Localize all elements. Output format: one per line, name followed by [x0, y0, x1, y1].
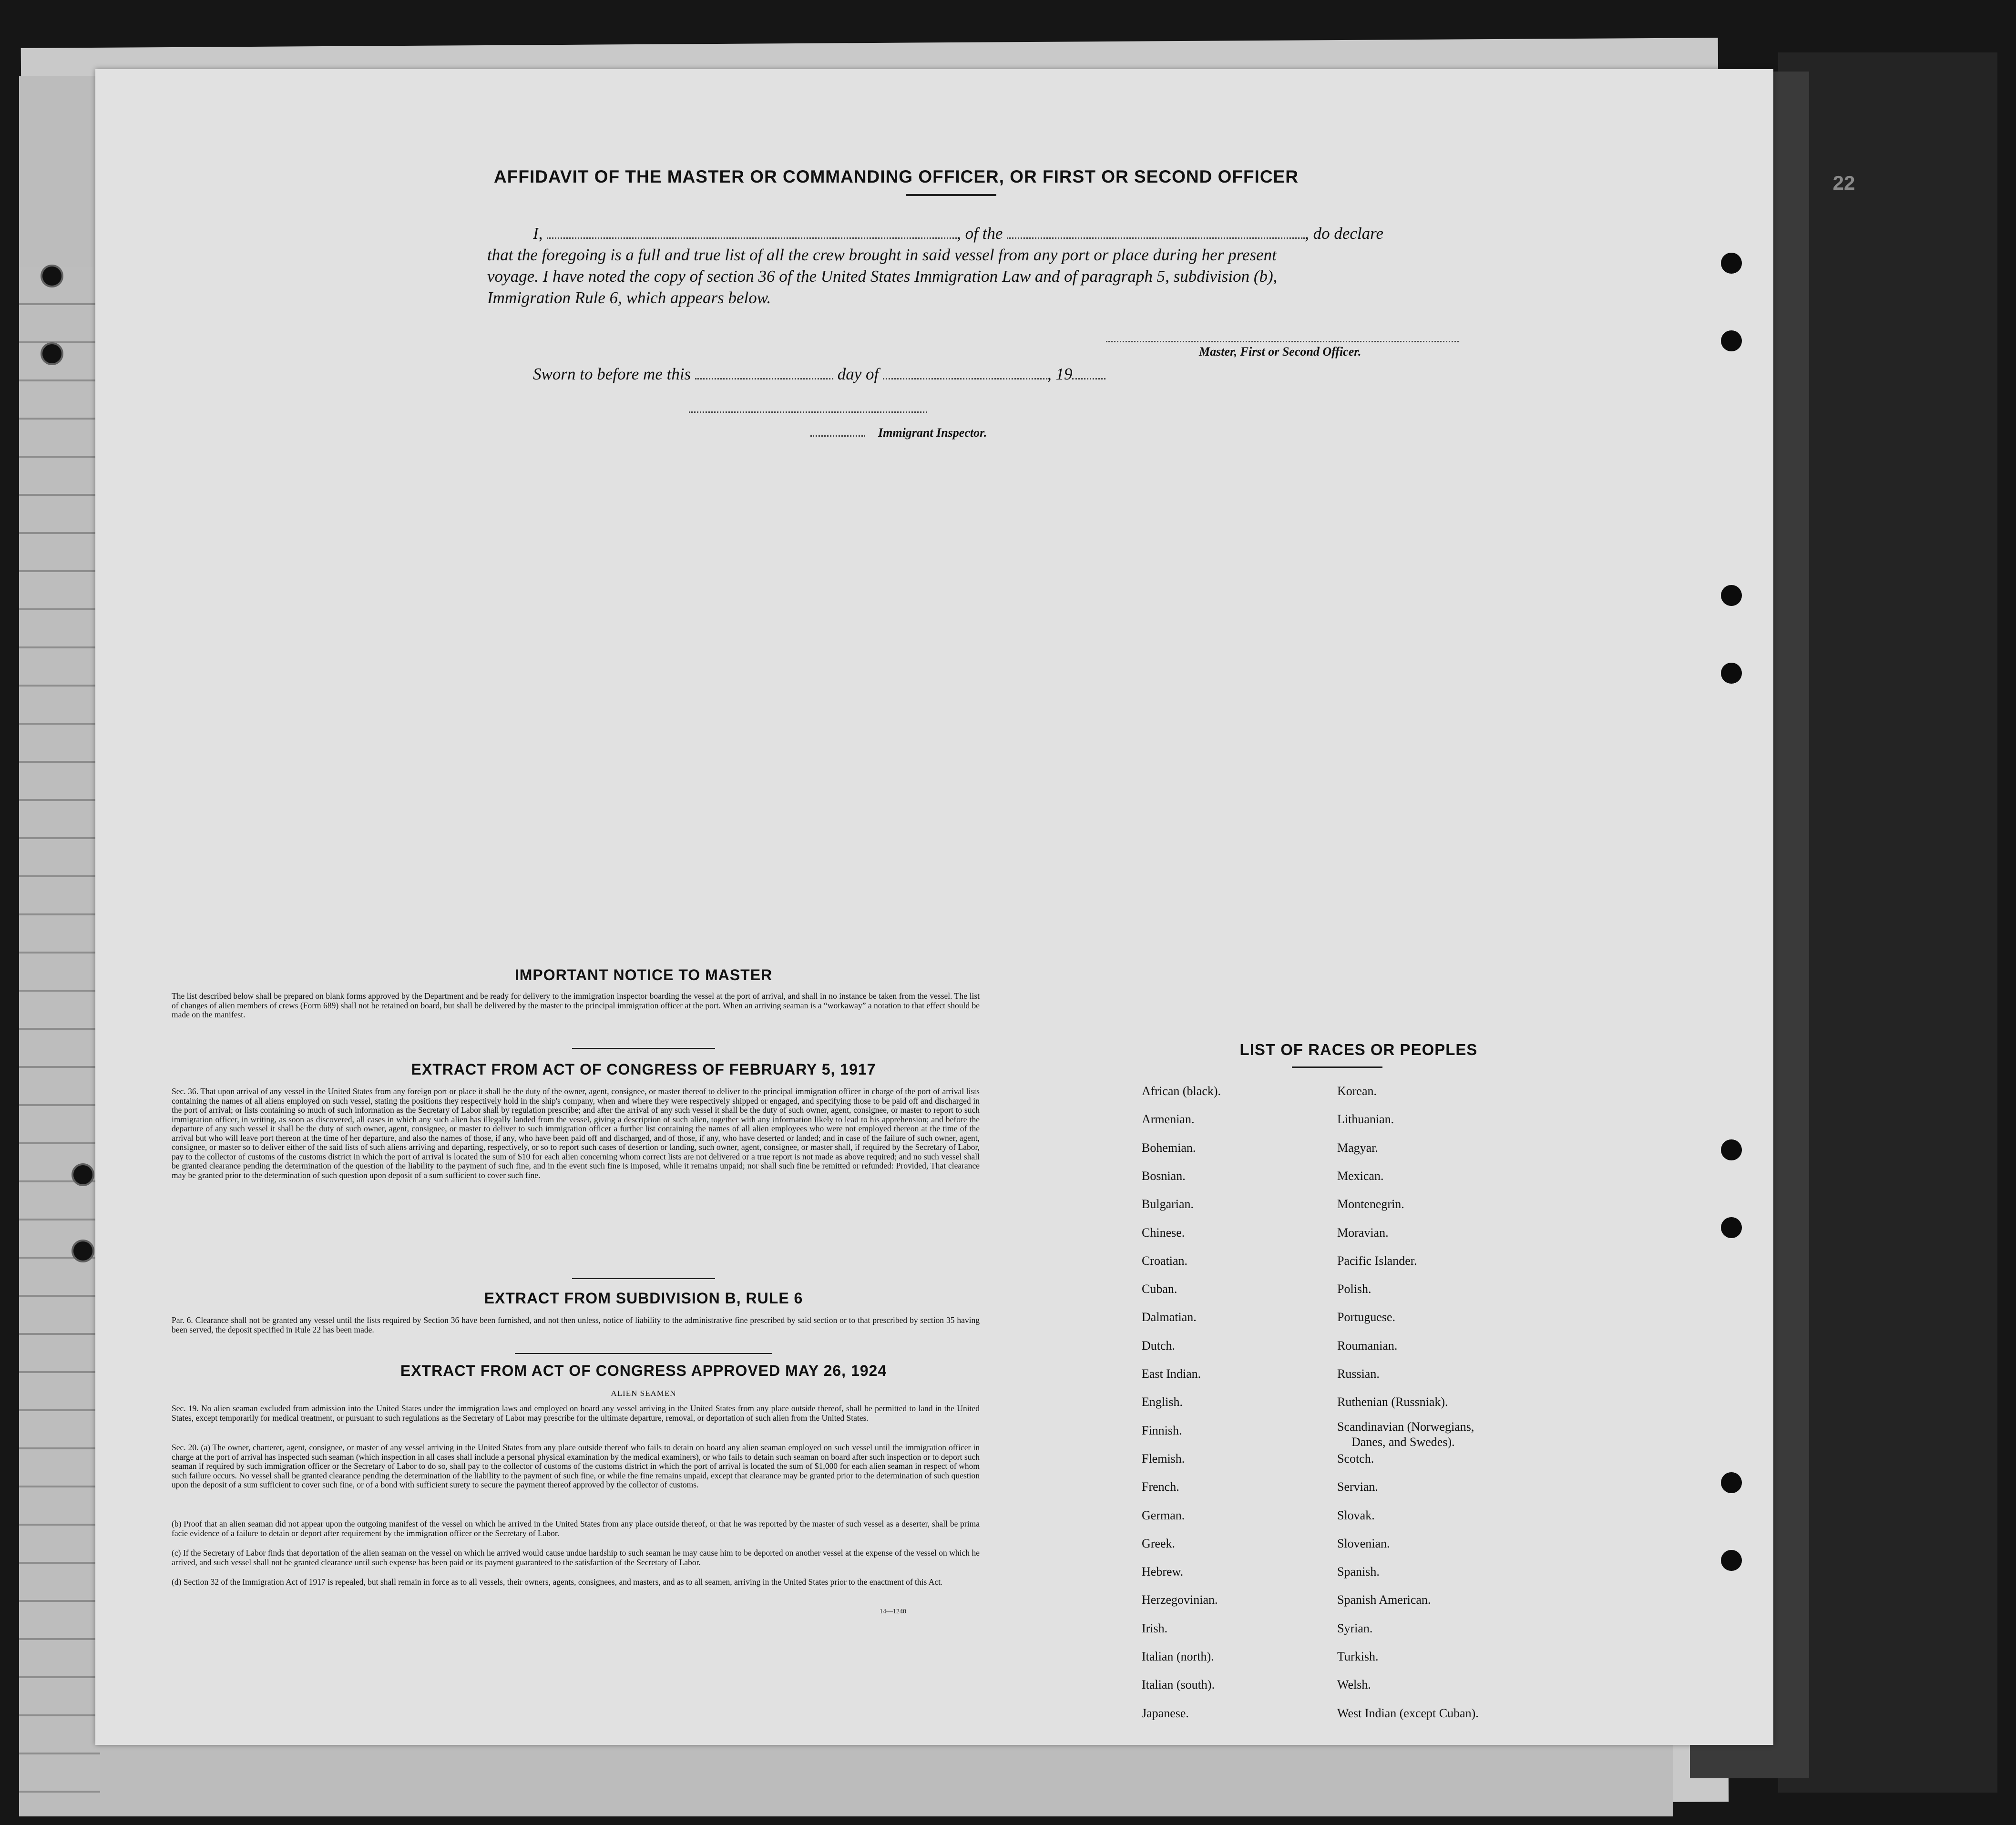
- race-item: Japanese.: [1142, 1706, 1189, 1720]
- race-item: Cuban.: [1142, 1282, 1177, 1296]
- race-item: Pacific Islander.: [1337, 1253, 1417, 1268]
- binder-hole: [41, 265, 63, 287]
- day-of-label: day of: [837, 365, 879, 383]
- extract-1924-title: EXTRACT FROM ACT OF CONGRESS APPROVED MAY 26, 1924: [400, 1362, 887, 1379]
- sec-20a-text: Sec. 20. (a) The owner, charterer, agent, consignee, or master of any vessel arriving in the United States from any place outside thereof who fails to detain on board any alien seaman employed on such vessel until the immigration officer in charge at the port of arrival has inspected such seaman (which inspection in all cases shall include a personal physical examination by the medical examiners), or who fails to detain such seaman on board after such inspection or to deport such seaman if required by such immigration officer or the Secretary of Labor to do so, shall pay to the collector of customs of the customs district in which the port of arrival is located the sum of $1,000 for each alien seaman in respect of whom such failure occurs. No vessel shall be granted clearance pending the determination of the liability to the payment of such fine, or while the fine remains unpaid, except that clearance may be granted prior to the determination of such question upon the deposit of a sum sufficient to cover such fine, or of a bond with sufficient surety to secure the payment thereof approved by the collector of customs.: [172, 1443, 980, 1489]
- extract-1917-title: EXTRACT FROM ACT OF CONGRESS OF FEBRUARY 5, 1917: [411, 1061, 876, 1078]
- race-item: Italian (north).: [1142, 1650, 1214, 1663]
- punch-hole: [1721, 1472, 1742, 1493]
- binder-hole: [41, 342, 63, 365]
- race-item: Armenian.: [1142, 1112, 1195, 1127]
- of-the-label: , of the: [957, 224, 1003, 243]
- sworn-year-blank: [1072, 366, 1105, 379]
- race-item: Bulgarian.: [1142, 1197, 1194, 1211]
- races-list-right: [1337, 1023, 1576, 1738]
- inspector-signature-line: [689, 411, 927, 413]
- race-item: French.: [1142, 1480, 1179, 1494]
- race-item: Lithuanian.: [1337, 1112, 1394, 1127]
- race-item: East Indian.: [1142, 1367, 1201, 1381]
- race-item: English.: [1142, 1395, 1183, 1409]
- extract-1917-divider: [572, 1278, 715, 1279]
- race-item: Croatian.: [1142, 1253, 1188, 1268]
- punch-hole: [1721, 330, 1742, 351]
- punch-hole: [1721, 585, 1742, 606]
- declaration-line-4: Immigration Rule 6, which appears below.: [487, 288, 771, 307]
- race-item: Moravian.: [1337, 1225, 1389, 1240]
- right-dark-strip: [1778, 52, 1997, 1793]
- race-item: Syrian.: [1337, 1621, 1373, 1635]
- race-item: West Indian (except Cuban).: [1337, 1706, 1479, 1720]
- race-item: Flemish.: [1142, 1451, 1185, 1466]
- alien-seamen-subtitle: ALIEN SEAMEN: [611, 1389, 676, 1398]
- affidavit-page: [95, 69, 1773, 1745]
- race-item: Spanish American.: [1337, 1593, 1431, 1607]
- sheet-page-number: 22: [1832, 172, 1855, 194]
- binder-hole: [72, 1240, 94, 1262]
- race-item: African (black).: [1142, 1084, 1221, 1098]
- binder-hole: [72, 1163, 94, 1186]
- declarant-prefix: I,: [533, 224, 543, 243]
- sworn-day-blank: [695, 366, 833, 379]
- notice-text: The list described below shall be prepared on blank forms approved by the Department and be ready for delivery to the immigration inspector boarding the vessel at the port of arrival, and shall in no instance be taken from the vessel. The list of changes of alien members of crews (Form 689) shall not be retained on board, but shall be delivered by the master to the principal immigration officer at the port. When an arriving seaman is a “workaway” a notation to that effect should be made on the manifest.: [172, 991, 980, 1019]
- affidavit-title: AFFIDAVIT OF THE MASTER OR COMMANDING OFFICER, OR FIRST OR SECOND OFFICER: [494, 167, 1299, 186]
- extract-1917-text: Sec. 36. That upon arrival of any vessel in the United States from any foreign port or place it shall be the duty of the owner, agent, consignee, or master thereof to deliver to the principal immigration officer in charge of the port of arrival lists containing the names of all aliens employed on such vessel, stating the positions they respectively hold in the ship's company, when and where they were respectively shipped or engaged, and specifying those to be paid off and discharged in the port of arrival; or lists containing so much of such information as the Secretary of Labor shall by regulation prescribe; and after the arrival of any such vessel it shall be the duty of such owner, agent, consignee, or master to report to such immigration officer, in writing, as soon as discovered, all cases in which any such alien has illegally landed from the vessel, giving a description of such alien, together with any information likely to lead to his apprehension; and before the departure of any such vessel it shall be the duty of such owner, agent, consignee, or master to deliver to such immigration officer a further list containing the names of all alien employees who were not employed thereon at the time of the arrival but who will leave port thereon at the time of her departure, and also the names of those, if any, who have been paid off and discharged, and of those, if any, who have deserted or landed; and in case of the failure of such owner, agent, consignee, or master so to deliver either of the said lists of such aliens arriving and departing, respectively, or so to report such cases of desertion or landing, such owner, agent, consignee, or master shall, if required by the Secretary of Labor, pay to the collector of customs of the customs district in which the port of arrival is located the sum of $10 for each alien concerning whom correct lists are not delivered or a true report is not made as above required; and no such vessel shall be granted clearance pending the determination of the question of the liability to the payment of such fine, and in the event such fine is imposed, while it remains unpaid; nor shall such fine be remitted or refunded: Provided, That clearance may be granted prior to the determination of such question upon deposit of a sum sufficient to cover such fine.: [172, 1087, 980, 1180]
- declarant-name-blank: [547, 225, 957, 239]
- notice-divider: [572, 1048, 715, 1049]
- declaration-line-2: that the foregoing is a full and true list of all the crew brought in said vessel from any port or place during her present: [487, 246, 1277, 264]
- inspector-caption: Immigrant Inspector.: [878, 426, 987, 440]
- race-item: Spanish.: [1337, 1565, 1380, 1579]
- race-item: Scotch.: [1337, 1451, 1374, 1466]
- officer-caption: Master, First or Second Officer.: [1199, 345, 1361, 359]
- race-item: Mexican.: [1337, 1169, 1384, 1183]
- race-item: Hebrew.: [1142, 1565, 1184, 1579]
- form-number: 14—1240: [880, 1608, 906, 1615]
- race-item: Chinese.: [1142, 1225, 1185, 1240]
- race-item: Finnish.: [1142, 1423, 1182, 1437]
- sec-19-text: Sec. 19. No alien seaman excluded from admission into the United States under the immigration laws and employed on board any vessel arriving in the United States from any place outside thereof, shall be permitted to land in the United States, except temporarily for medical treatment, or pursuant to such regulations as the Secretary of Labor may prescribe for the ultimate departure, removal, or deportation of such alien from the United States.: [172, 1404, 980, 1423]
- race-item: Dalmatian.: [1142, 1310, 1197, 1324]
- sec-20b-text: (b) Proof that an alien seaman did not appear upon the outgoing manifest of the vessel on which he arrived in the United States from any place outside thereof, or that he was reported by the master of such vessel as a deserter, shall be prima facie evidence of a failure to detain or deport after requirement by the immigration officer or the Secretary of Labor.: [172, 1519, 980, 1538]
- race-item: Bohemian.: [1142, 1140, 1196, 1155]
- races-title: LIST OF RACES OR PEOPLES: [1239, 1041, 1478, 1058]
- year-prefix: , 19: [1047, 365, 1073, 383]
- race-item: German.: [1142, 1508, 1185, 1522]
- do-declare-label: , do declare: [1305, 224, 1384, 243]
- officer-signature-line: [1106, 341, 1459, 342]
- sworn-label: Sworn to before me this: [533, 365, 691, 383]
- declaration-line-1: [533, 224, 1383, 243]
- punch-hole: [1721, 663, 1742, 684]
- race-item: Welsh.: [1337, 1678, 1371, 1692]
- race-item: Bosnian.: [1142, 1169, 1186, 1183]
- race-item: Slovenian.: [1337, 1536, 1390, 1550]
- race-item: Servian.: [1337, 1480, 1378, 1494]
- race-item: Herzegovinian.: [1142, 1593, 1218, 1607]
- race-item: Scandinavian (Norwegians,: [1337, 1419, 1474, 1434]
- race-item: Danes, and Swedes).: [1351, 1435, 1455, 1449]
- sec-20d-text: (d) Section 32 of the Immigration Act of 1917 is repealed, but shall remain in force as to all vessels, their owners, agents, consignees, and masters, and as to all seamen, arriving in the United States prior to the enactment of this Act.: [172, 1577, 943, 1587]
- vessel-name-blank: [1007, 225, 1305, 239]
- race-item: Korean.: [1337, 1084, 1377, 1098]
- race-item: Dutch.: [1142, 1338, 1176, 1353]
- notice-title: IMPORTANT NOTICE TO MASTER: [514, 966, 773, 984]
- race-item: Irish.: [1142, 1621, 1168, 1635]
- race-item: Slovak.: [1337, 1508, 1375, 1522]
- race-item: Greek.: [1142, 1536, 1176, 1550]
- punch-hole: [1721, 1217, 1742, 1238]
- ruled-ledger-edge: [19, 267, 100, 1793]
- punch-hole: [1721, 253, 1742, 274]
- sec-20c-text: (c) If the Secretary of Labor finds that deportation of the alien seaman on the vessel on which he arrived would cause undue hardship to such seaman he may cause him to be deported on another vessel at the expense of the vessel on which he arrived, and such vessel shall not be granted clearance until such expense has been paid or its payment guaranteed to the satisfaction of the Secretary of Labor.: [172, 1548, 980, 1567]
- race-item: Italian (south).: [1142, 1678, 1215, 1692]
- race-item: Magyar.: [1337, 1140, 1378, 1155]
- punch-hole: [1721, 1139, 1742, 1160]
- title-underline: [906, 194, 996, 196]
- race-item: Turkish.: [1337, 1650, 1379, 1663]
- declaration-line-3: voyage. I have noted the copy of section 36 of the United States Immigration Law and of paragraph 5, subdivision (b),: [487, 267, 1278, 286]
- punch-hole: [1721, 1550, 1742, 1571]
- subdivision-b-divider: [515, 1353, 772, 1354]
- sworn-month-blank: [883, 366, 1047, 379]
- subdivision-b-text: Par. 6. Clearance shall not be granted any vessel until the lists required by Section 36 have been furnished, and not then unless, notice of liability to the administrative fine prescribed by said section or to that prescribed by section 35 having been served, the deposit specified in Rule 22 has been made.: [172, 1315, 980, 1334]
- race-item: Ruthenian (Russniak).: [1337, 1395, 1448, 1409]
- race-item: Roumanian.: [1337, 1338, 1398, 1353]
- race-item: Montenegrin.: [1337, 1197, 1404, 1211]
- subdivision-b-title: EXTRACT FROM SUBDIVISION B, RULE 6: [484, 1290, 803, 1307]
- race-item: Russian.: [1337, 1367, 1380, 1381]
- race-item: Polish.: [1337, 1282, 1371, 1296]
- inspector-dotted-prefix: [810, 435, 865, 437]
- race-item: Portuguese.: [1337, 1310, 1396, 1324]
- sworn-line: [533, 365, 1105, 384]
